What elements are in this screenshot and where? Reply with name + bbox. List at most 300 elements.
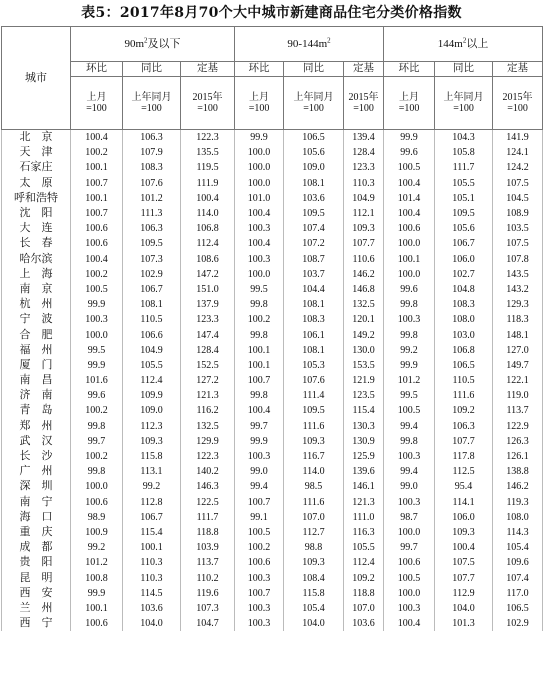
index-value-cell: 108.9	[493, 206, 543, 221]
index-value-cell: 117.8	[435, 449, 493, 464]
index-value-cell: 122.9	[493, 419, 543, 434]
table-row	[2, 434, 543, 449]
table-row	[2, 616, 543, 631]
index-value-cell: 143.5	[493, 267, 543, 282]
table-row	[2, 464, 543, 479]
index-value-cell: 100.6	[71, 616, 123, 631]
index-value-cell: 118.3	[493, 312, 543, 327]
table-row	[2, 267, 543, 282]
city-cell: 厦 门	[2, 358, 71, 373]
subcolumn-header: 同比	[435, 62, 493, 77]
index-value-cell: 137.9	[181, 297, 235, 312]
index-value-cell: 107.2	[284, 236, 344, 251]
index-value-cell: 100.6	[71, 236, 123, 251]
index-value-cell: 109.3	[284, 555, 344, 570]
index-value-cell: 122.5	[181, 495, 235, 510]
index-value-cell: 105.6	[435, 221, 493, 236]
base-header: 上年同月 =100	[284, 77, 344, 130]
city-cell: 西 安	[2, 586, 71, 601]
table-row	[2, 312, 543, 327]
city-cell: 南 京	[2, 282, 71, 297]
index-value-cell: 105.5	[435, 176, 493, 191]
index-value-cell: 101.3	[435, 616, 493, 631]
index-value-cell: 114.3	[493, 525, 543, 540]
base-header: 2015年 =100	[344, 77, 384, 130]
index-value-cell: 109.5	[123, 236, 181, 251]
index-value-cell: 105.5	[123, 358, 181, 373]
index-value-cell: 125.9	[344, 449, 384, 464]
index-value-cell: 99.2	[123, 479, 181, 494]
index-value-cell: 122.1	[493, 373, 543, 388]
index-value-cell: 113.7	[181, 555, 235, 570]
index-value-cell: 100.3	[235, 601, 284, 616]
index-value-cell: 106.3	[435, 419, 493, 434]
index-value-cell: 106.5	[284, 130, 344, 146]
index-value-cell: 108.1	[284, 343, 344, 358]
index-value-cell: 103.5	[493, 221, 543, 236]
index-value-cell: 99.8	[384, 434, 435, 449]
city-cell: 成 都	[2, 540, 71, 555]
city-cell: 西 宁	[2, 616, 71, 631]
index-value-cell: 106.8	[435, 343, 493, 358]
group-header-medium: $90-144m^2$	[235, 27, 384, 62]
index-value-cell: 132.5	[344, 297, 384, 312]
index-value-cell: 99.8	[384, 297, 435, 312]
index-value-cell: 105.6	[284, 145, 344, 160]
index-value-cell: 109.5	[284, 403, 344, 418]
index-value-cell: 98.9	[71, 510, 123, 525]
index-value-cell: 119.3	[493, 495, 543, 510]
index-value-cell: 107.4	[493, 570, 543, 585]
table-row	[2, 160, 543, 175]
index-value-cell: 100.0	[235, 145, 284, 160]
index-value-cell: 106.0	[435, 252, 493, 267]
index-value-cell: 99.9	[384, 130, 435, 146]
index-value-cell: 100.1	[123, 540, 181, 555]
index-value-cell: 110.6	[344, 252, 384, 267]
base-header: 2015年 =100	[181, 77, 235, 130]
index-value-cell: 121.3	[344, 495, 384, 510]
table-row	[2, 221, 543, 236]
index-value-cell: 100.4	[384, 176, 435, 191]
city-cell: 呼和浩特	[2, 191, 71, 206]
index-value-cell: 100.4	[235, 206, 284, 221]
index-value-cell: 100.2	[235, 312, 284, 327]
index-value-cell: 106.5	[493, 601, 543, 616]
index-value-cell: 109.6	[493, 555, 543, 570]
index-value-cell: 112.9	[435, 586, 493, 601]
index-value-cell: 100.5	[384, 160, 435, 175]
index-value-cell: 98.5	[284, 479, 344, 494]
index-value-cell: 112.5	[435, 464, 493, 479]
index-value-cell: 99.7	[384, 540, 435, 555]
index-value-cell: 119.5	[181, 160, 235, 175]
index-value-cell: 104.7	[181, 616, 235, 631]
index-value-cell: 99.6	[384, 145, 435, 160]
index-value-cell: 101.2	[384, 373, 435, 388]
city-cell: 北 京	[2, 130, 71, 146]
table-row	[2, 586, 543, 601]
index-value-cell: 111.7	[181, 510, 235, 525]
index-value-cell: 107.7	[435, 434, 493, 449]
city-cell: 青 岛	[2, 403, 71, 418]
index-value-cell: 117.0	[493, 586, 543, 601]
index-value-cell: 99.2	[384, 343, 435, 358]
index-value-cell: 105.5	[344, 540, 384, 555]
index-value-cell: 151.0	[181, 282, 235, 297]
index-value-cell: 100.0	[71, 327, 123, 342]
index-value-cell: 99.5	[384, 388, 435, 403]
table-row	[2, 419, 543, 434]
index-value-cell: 112.1	[344, 206, 384, 221]
index-value-cell: 105.4	[493, 540, 543, 555]
index-value-cell: 99.8	[235, 327, 284, 342]
index-value-cell: 107.9	[123, 145, 181, 160]
index-value-cell: 105.8	[435, 145, 493, 160]
index-value-cell: 114.1	[435, 495, 493, 510]
index-value-cell: 112.8	[123, 495, 181, 510]
table-title: 表5：2017年8月70个大中城市新建商品住宅分类价格指数	[81, 5, 462, 21]
index-value-cell: 100.8	[71, 570, 123, 585]
index-value-cell: 104.3	[435, 130, 493, 146]
index-value-cell: 108.3	[284, 312, 344, 327]
index-value-cell: 101.6	[71, 373, 123, 388]
city-cell: 福 州	[2, 343, 71, 358]
index-value-cell: 99.0	[235, 464, 284, 479]
table-row	[2, 282, 543, 297]
city-cell: 郑 州	[2, 419, 71, 434]
index-value-cell: 106.6	[123, 327, 181, 342]
index-value-cell: 100.4	[235, 403, 284, 418]
index-value-cell: 100.0	[235, 176, 284, 191]
index-value-cell: 105.1	[435, 191, 493, 206]
index-value-cell: 114.0	[284, 464, 344, 479]
index-value-cell: 107.7	[435, 570, 493, 585]
index-value-cell: 102.9	[493, 616, 543, 631]
index-value-cell: 101.2	[71, 555, 123, 570]
index-value-cell: 126.1	[493, 449, 543, 464]
index-value-cell: 123.3	[181, 312, 235, 327]
index-value-cell: 110.3	[344, 176, 384, 191]
index-value-cell: 129.9	[181, 434, 235, 449]
index-value-cell: 124.1	[493, 145, 543, 160]
index-value-cell: 114.0	[181, 206, 235, 221]
index-value-cell: 107.5	[493, 236, 543, 251]
index-value-cell: 108.7	[284, 252, 344, 267]
index-value-cell: 100.7	[235, 373, 284, 388]
index-value-cell: 110.3	[123, 555, 181, 570]
index-value-cell: 98.7	[384, 510, 435, 525]
index-value-cell: 115.4	[344, 403, 384, 418]
index-value-cell: 100.4	[384, 616, 435, 631]
index-value-cell: 99.4	[235, 479, 284, 494]
index-value-cell: 100.2	[235, 540, 284, 555]
index-value-cell: 100.1	[235, 358, 284, 373]
subcolumn-header: 环比	[71, 62, 123, 77]
table-row	[2, 145, 543, 160]
index-value-cell: 135.5	[181, 145, 235, 160]
index-value-cell: 111.6	[284, 419, 344, 434]
index-value-cell: 112.4	[181, 236, 235, 251]
index-value-cell: 111.7	[435, 160, 493, 175]
index-value-cell: 100.0	[71, 479, 123, 494]
index-value-cell: 130.9	[344, 434, 384, 449]
index-value-cell: 104.9	[344, 191, 384, 206]
table-row	[2, 252, 543, 267]
city-cell: 沈 阳	[2, 206, 71, 221]
index-value-cell: 99.9	[235, 434, 284, 449]
index-value-cell: 107.0	[344, 601, 384, 616]
index-value-cell: 111.6	[284, 495, 344, 510]
index-value-cell: 105.3	[284, 358, 344, 373]
index-value-cell: 108.4	[284, 570, 344, 585]
index-value-cell: 100.4	[435, 540, 493, 555]
index-value-cell: 149.2	[344, 327, 384, 342]
table-row	[2, 236, 543, 251]
city-cell: 昆 明	[2, 570, 71, 585]
index-value-cell: 143.2	[493, 282, 543, 297]
index-value-cell: 101.4	[384, 191, 435, 206]
subcolumn-header: 同比	[123, 62, 181, 77]
index-value-cell: 139.6	[344, 464, 384, 479]
city-cell: 杭 州	[2, 297, 71, 312]
city-cell: 大 连	[2, 221, 71, 236]
index-value-cell: 100.7	[235, 495, 284, 510]
index-value-cell: 120.1	[344, 312, 384, 327]
index-value-cell: 112.4	[344, 555, 384, 570]
index-value-cell: 127.2	[181, 373, 235, 388]
index-value-cell: 138.8	[493, 464, 543, 479]
index-value-cell: 100.3	[235, 616, 284, 631]
index-value-cell: 99.2	[71, 540, 123, 555]
index-value-cell: 104.0	[435, 601, 493, 616]
index-value-cell: 100.3	[384, 312, 435, 327]
table-row	[2, 373, 543, 388]
index-value-cell: 111.6	[435, 388, 493, 403]
index-value-cell: 100.6	[235, 555, 284, 570]
subcolumn-header: 环比	[235, 62, 284, 77]
index-value-cell: 115.8	[284, 586, 344, 601]
table-row	[2, 297, 543, 312]
index-value-cell: 122.3	[181, 130, 235, 146]
table-row	[2, 403, 543, 418]
index-value-cell: 100.2	[71, 267, 123, 282]
index-value-cell: 100.9	[71, 525, 123, 540]
table-row	[2, 130, 543, 146]
index-value-cell: 116.2	[181, 403, 235, 418]
index-value-cell: 116.3	[344, 525, 384, 540]
index-value-cell: 100.0	[384, 525, 435, 540]
index-value-cell: 104.8	[435, 282, 493, 297]
index-value-cell: 100.1	[71, 160, 123, 175]
city-cell: 天 津	[2, 145, 71, 160]
index-value-cell: 100.2	[71, 145, 123, 160]
index-value-cell: 153.5	[344, 358, 384, 373]
index-value-cell: 99.7	[235, 419, 284, 434]
table-row	[2, 206, 543, 221]
index-value-cell: 111.4	[284, 388, 344, 403]
base-header: 上月 =100	[235, 77, 284, 130]
city-cell: 石家庄	[2, 160, 71, 175]
index-value-cell: 124.2	[493, 160, 543, 175]
index-value-cell: 130.3	[344, 419, 384, 434]
index-value-cell: 100.3	[235, 449, 284, 464]
index-value-cell: 100.1	[235, 343, 284, 358]
index-value-cell: 123.5	[344, 388, 384, 403]
index-value-cell: 100.3	[71, 312, 123, 327]
table-row	[2, 570, 543, 585]
index-value-cell: 108.0	[435, 312, 493, 327]
index-value-cell: 114.5	[123, 586, 181, 601]
index-value-cell: 104.4	[284, 282, 344, 297]
index-value-cell: 99.9	[71, 358, 123, 373]
index-value-cell: 100.2	[71, 449, 123, 464]
index-value-cell: 100.3	[384, 495, 435, 510]
index-value-cell: 99.8	[384, 327, 435, 342]
index-value-cell: 109.2	[344, 570, 384, 585]
city-cell: 济 南	[2, 388, 71, 403]
index-value-cell: 99.1	[235, 510, 284, 525]
index-value-cell: 109.3	[344, 221, 384, 236]
city-cell: 深 圳	[2, 479, 71, 494]
index-value-cell: 100.4	[71, 252, 123, 267]
index-value-cell: 107.7	[344, 236, 384, 251]
index-value-cell: 99.9	[71, 297, 123, 312]
index-value-cell: 99.6	[384, 282, 435, 297]
subcolumn-header: 定基	[493, 62, 543, 77]
index-value-cell: 107.5	[493, 176, 543, 191]
index-value-cell: 104.0	[123, 616, 181, 631]
index-value-cell: 99.6	[71, 388, 123, 403]
index-value-cell: 100.6	[71, 221, 123, 236]
index-value-cell: 109.3	[435, 525, 493, 540]
index-value-cell: 107.8	[493, 252, 543, 267]
base-header: 上月 =100	[71, 77, 123, 130]
table-row	[2, 176, 543, 191]
index-value-cell: 126.3	[493, 434, 543, 449]
index-value-cell: 111.3	[123, 206, 181, 221]
index-value-cell: 102.7	[435, 267, 493, 282]
index-value-cell: 106.7	[435, 236, 493, 251]
index-value-cell: 152.5	[181, 358, 235, 373]
index-value-cell: 147.4	[181, 327, 235, 342]
index-value-cell: 106.8	[181, 221, 235, 236]
index-value-cell: 100.4	[235, 236, 284, 251]
index-value-cell: 103.6	[344, 616, 384, 631]
index-value-cell: 108.1	[284, 176, 344, 191]
index-value-cell: 108.0	[493, 510, 543, 525]
index-value-cell: 110.3	[123, 570, 181, 585]
index-value-cell: 130.0	[344, 343, 384, 358]
index-value-cell: 104.0	[284, 616, 344, 631]
index-value-cell: 149.7	[493, 358, 543, 373]
index-value-cell: 107.3	[123, 252, 181, 267]
index-value-cell: 104.5	[493, 191, 543, 206]
index-value-cell: 99.8	[235, 388, 284, 403]
city-cell: 哈尔滨	[2, 252, 71, 267]
table-row	[2, 555, 543, 570]
index-value-cell: 101.2	[123, 191, 181, 206]
index-value-cell: 99.8	[71, 464, 123, 479]
index-value-cell: 128.4	[344, 145, 384, 160]
index-value-cell: 106.1	[284, 327, 344, 342]
index-value-cell: 115.8	[123, 449, 181, 464]
index-value-cell: 139.4	[344, 130, 384, 146]
table-row	[2, 540, 543, 555]
index-value-cell: 108.6	[181, 252, 235, 267]
index-value-cell: 100.0	[235, 267, 284, 282]
index-value-cell: 99.7	[71, 434, 123, 449]
index-value-cell: 100.3	[235, 221, 284, 236]
city-cell: 重 庆	[2, 525, 71, 540]
subcolumn-header: 定基	[181, 62, 235, 77]
table-row	[2, 495, 543, 510]
index-value-cell: 108.1	[123, 297, 181, 312]
city-cell: 广 州	[2, 464, 71, 479]
city-cell: 合 肥	[2, 327, 71, 342]
index-value-cell: 146.2	[493, 479, 543, 494]
index-value-cell: 146.3	[181, 479, 235, 494]
index-value-cell: 109.5	[284, 206, 344, 221]
index-value-cell: 100.6	[71, 495, 123, 510]
index-value-cell: 119.0	[493, 388, 543, 403]
city-cell: 长 春	[2, 236, 71, 251]
index-value-cell: 103.9	[181, 540, 235, 555]
index-value-cell: 99.8	[235, 297, 284, 312]
index-value-cell: 128.4	[181, 343, 235, 358]
subcolumn-header-row	[2, 62, 543, 77]
index-value-cell: 146.2	[344, 267, 384, 282]
index-value-cell: 100.5	[384, 403, 435, 418]
table-row	[2, 343, 543, 358]
index-value-cell: 112.3	[123, 419, 181, 434]
index-value-cell: 108.3	[435, 297, 493, 312]
index-value-cell: 100.3	[235, 252, 284, 267]
index-value-cell: 112.4	[123, 373, 181, 388]
index-value-cell: 100.7	[235, 586, 284, 601]
index-value-cell: 122.3	[181, 449, 235, 464]
index-value-cell: 100.3	[235, 570, 284, 585]
index-value-cell: 109.3	[123, 434, 181, 449]
index-value-cell: 100.5	[384, 570, 435, 585]
city-cell: 南 昌	[2, 373, 71, 388]
index-value-cell: 100.7	[71, 206, 123, 221]
city-cell: 南 宁	[2, 495, 71, 510]
index-value-cell: 107.3	[181, 601, 235, 616]
index-value-cell: 118.8	[344, 586, 384, 601]
index-value-cell: 109.5	[435, 206, 493, 221]
index-value-cell: 100.5	[235, 525, 284, 540]
city-cell: 长 沙	[2, 449, 71, 464]
table-row	[2, 525, 543, 540]
table-row	[2, 327, 543, 342]
index-value-cell: 107.6	[284, 373, 344, 388]
price-index-table	[1, 26, 543, 631]
index-value-cell: 99.5	[71, 343, 123, 358]
index-value-cell: 146.1	[344, 479, 384, 494]
base-header: 2015年 =100	[493, 77, 543, 130]
index-value-cell: 100.1	[384, 252, 435, 267]
index-value-cell: 147.2	[181, 267, 235, 282]
index-value-cell: 141.9	[493, 130, 543, 146]
city-cell: 贵 阳	[2, 555, 71, 570]
base-header: 上月 =100	[384, 77, 435, 130]
index-value-cell: 110.2	[181, 570, 235, 585]
index-value-cell: 106.7	[123, 510, 181, 525]
index-value-cell: 108.3	[123, 160, 181, 175]
index-value-cell: 132.5	[181, 419, 235, 434]
index-value-cell: 111.0	[344, 510, 384, 525]
